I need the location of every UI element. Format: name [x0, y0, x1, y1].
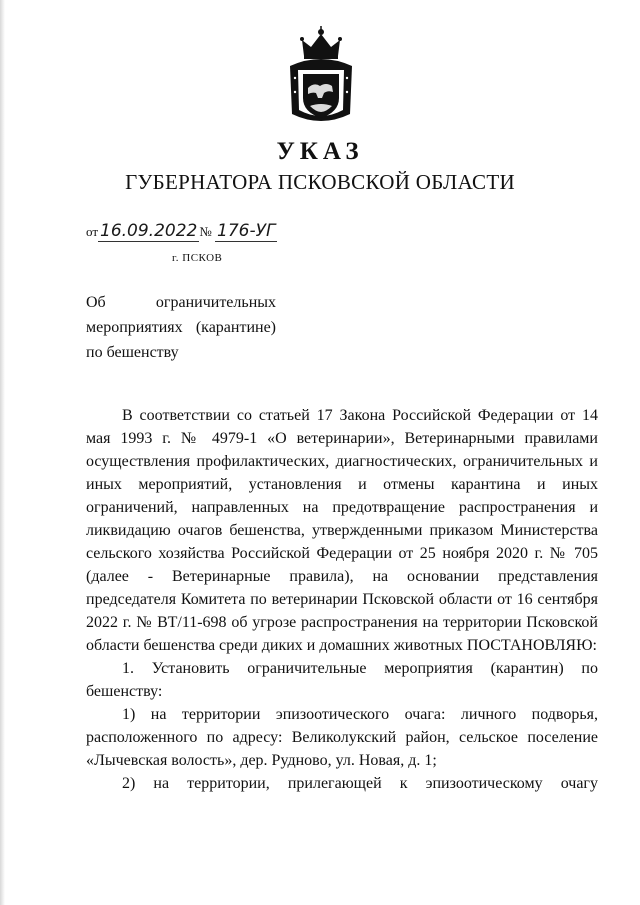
date-number-line [86, 221, 277, 241]
paragraph-item-1-1: 1) на территории эпизоотического очага: личного подворья, расположенного по адресу: Великолукский район, сельское поселение «Лычевская волость», дер. Рудново, ул. Новая, д. 1; [86, 706, 598, 769]
number-prefix: № [199, 224, 212, 239]
coat-of-arms-icon [286, 26, 356, 126]
paragraph-item-1-2: 2) на территории, прилегающей к эпизоотическому очагу [122, 775, 598, 792]
subject-line: по бешенству [86, 344, 179, 361]
subject-line: мероприятиях (карантине) [86, 319, 276, 336]
document-title: УКАЗ [276, 138, 364, 165]
document-issuer: ГУБЕРНАТОРА ПСКОВСКОЙ ОБЛАСТИ [125, 170, 515, 194]
city-label: г. ПСКОВ [172, 252, 223, 264]
date-prefix: от [86, 224, 99, 239]
decree-subject [86, 290, 276, 365]
decree-body [86, 404, 598, 795]
handwritten-date: 16.09.2022 [100, 221, 198, 241]
preamble-paragraph: В соответствии со статьей 17 Закона Российской Федерации от 14 мая 1993 г. № 4979-1 «О ветеринарии», Ветеринарными правилами осуществления профилактических, диагностических, ограничительных и иных мероприятий, установления и отмены карантина и иных ограничений, направленных на предотвращение распространения и ликвидацию очагов бешенства, утвержденными приказом Министерства сельского хозяйства Российской Федерации от 25 ноября 2020 г. № 705 (далее - Ветеринарные правила), на основании представления председателя Комитета по ветеринарии Псковской области от 16 сентября 2022 г. № ВТ/11-698 об угрозе распространения на территории Псковской области бешенства среди диких и домашних животных ПОСТАНОВЛЯЮ: [86, 407, 598, 654]
paragraph-item-1: 1. Установить ограничительные мероприятия (карантин) по бешенству: [86, 660, 598, 700]
handwritten-number: 176-УГ [217, 221, 276, 241]
subject-line: Об ограничительных [86, 294, 276, 311]
page-scan-edge [0, 0, 5, 905]
